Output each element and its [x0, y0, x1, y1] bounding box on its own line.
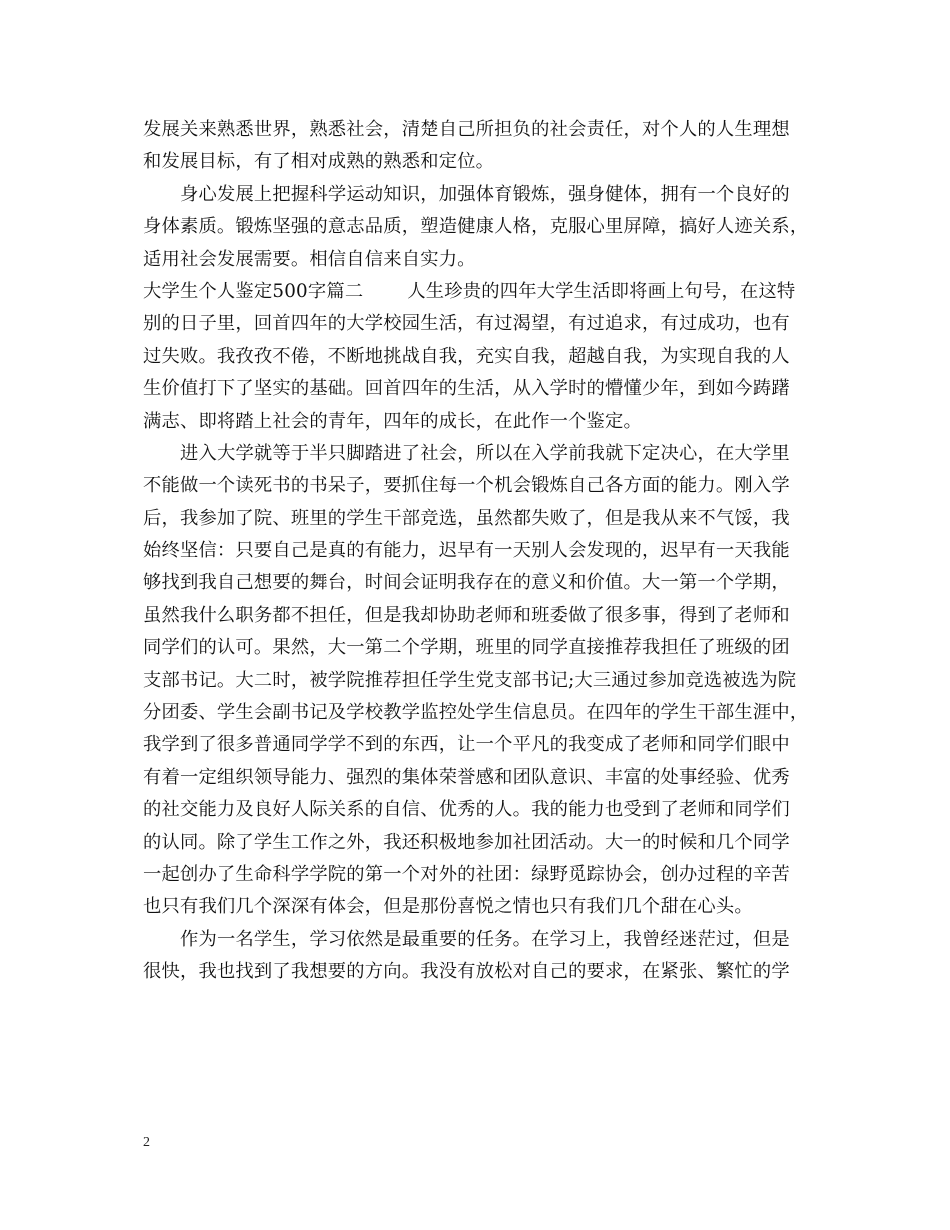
- text-line: 别的日子里，回首四年的大学校园生活，有过渴望，有过追求，有过成功，也有: [143, 313, 790, 335]
- section-heading: 大学生个人鉴定500字篇二: [143, 280, 364, 302]
- text-line: 一起创办了生命科学学院的第一个对外的社团：绿野觅踪协会，创办过程的辛苦: [143, 863, 790, 885]
- text-line: 进入大学就等于半只脚踏进了社会，所以在入学前我就下定决心，在大学里: [180, 442, 790, 464]
- text-line: 很快，我也找到了我想要的方向。我没有放松对自己的要求，在紧张、繁忙的学: [143, 961, 790, 983]
- text-line: 身体素质。锻炼坚强的意志品质，塑造健康人格，克服心里屏障，搞好人迹关系，: [143, 216, 809, 238]
- text-line: 不能做一个读死书的书呆子，要抓住每一个机会锻炼自己各方面的能力。刚入学: [143, 475, 790, 497]
- text-line: [143, 276, 813, 308]
- text-line: 作为一名学生，学习依然是最重要的任务。在学习上，我曾经迷茫过，但是: [180, 928, 790, 950]
- section-heading-followup: 人生珍贵的四年大学生活即将画上句号，在这特: [407, 280, 796, 302]
- text-line: 发展关来熟悉世界，熟悉社会，清楚自己所担负的社会责任，对个人的人生理想: [143, 119, 790, 140]
- text-line: 和发展目标，有了相对成熟的熟悉和定位。: [143, 151, 495, 173]
- page-number: 2: [143, 1135, 150, 1150]
- text-line: 有着一定组织领导能力、强烈的集体荣誉感和团队意识、丰富的处事经验、优秀: [143, 766, 790, 788]
- text-line: 够找到我自己想要的舞台，时间会证明我存在的意义和价值。大一第一个学期，: [143, 572, 790, 594]
- text-line: 后，我参加了院、班里的学生干部竞选，虽然都失败了，但是我从来不气馁，我: [143, 507, 790, 529]
- text-line: 我学到了很多普通同学学不到的东西，让一个平凡的我变成了老师和同学们眼中: [143, 734, 790, 756]
- text-line: 生价值打下了坚实的基础。回首四年的生活，从入学时的懵懂少年，到如今踌躇: [143, 378, 790, 400]
- text-line: 满志、即将踏上社会的青年，四年的成长，在此作一个鉴定。: [143, 410, 642, 432]
- text-line: 的认同。除了学生工作之外，我还积极地参加社团活动。大一的时候和几个同学: [143, 831, 790, 853]
- text-line: 也只有我们几个深深有体会，但是那份喜悦之情也只有我们几个甜在心头。: [143, 896, 753, 918]
- text-line: 始终坚信：只要自己是真的有能力，迟早有一天别人会发现的，迟早有一天我能: [143, 540, 790, 562]
- text-line: 的社交能力及良好人际关系的自信、优秀的人。我的能力也受到了老师和同学们: [143, 799, 790, 821]
- text-line: 过失败。我孜孜不倦，不断地挑战自我，充实自我，超越自我，为实现自我的人: [143, 345, 790, 367]
- text-line: 虽然我什么职务都不担任，但是我却协助老师和班委做了很多事，得到了老师和: [143, 604, 790, 626]
- text-line: 同学们的认可。果然，大一第二个学期，班里的同学直接推荐我担任了班级的团: [143, 637, 790, 659]
- body-text: [143, 114, 813, 989]
- text-line: 适用社会发展需要。相信自信来自实力。: [143, 248, 476, 270]
- text-line: 支部书记。大二时，被学院推荐担任学生党支部书记;大三通过参加竞选被选为院: [143, 669, 797, 691]
- text-line: 分团委、学生会副书记及学校教学监控处学生信息员。在四年的学生干部生涯中，: [143, 702, 809, 724]
- text-line: 身心发展上把握科学运动知识，加强体育锻炼，强身健体，拥有一个良好的: [180, 183, 790, 205]
